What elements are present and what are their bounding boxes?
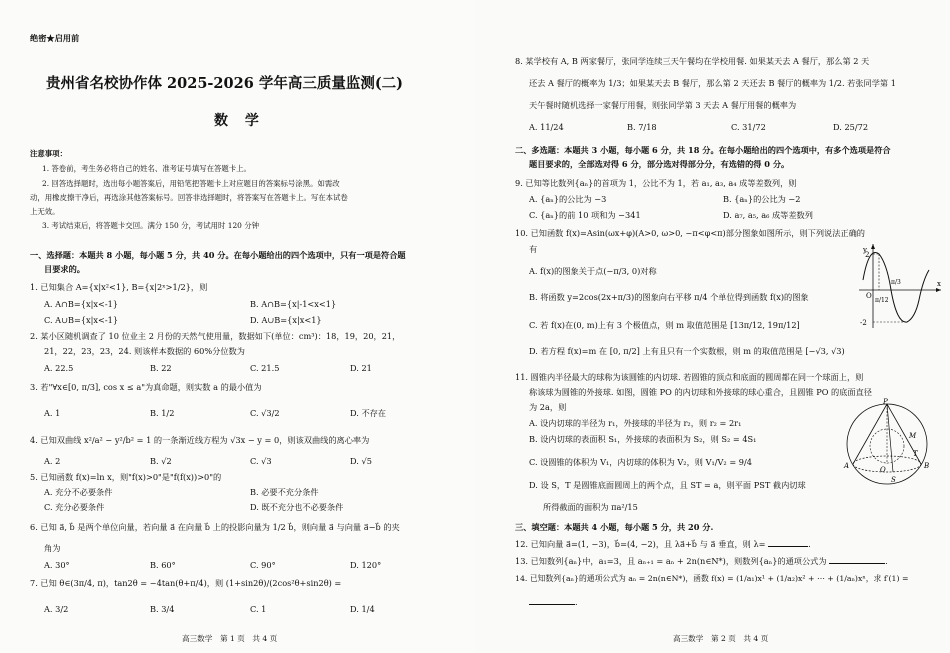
option[interactable]: B. √2 [150,456,172,466]
option[interactable]: A. 30° [44,560,70,570]
question-10: 10. 已知函数 f(x)=Asin(ωx+φ)(A>0, ω>0, −π<φ<π)部分图象如图所示，则下列说法正确的 [515,228,865,238]
option[interactable]: D. A∪B={x|x<1} [250,315,322,325]
sine-graph-figure [857,240,945,332]
question-11: 11. 圆锥内半径最大的球称为该圆锥的内切球. 若圆锥的顶点和底面的圆周都在同一个球面上，则 [515,372,864,382]
section-heading: 题目要求的，全部选对得 6 分，部分选对得部分分，有选错的得 0 分。 [529,159,790,169]
note-line: 1. 答卷前，考生务必将自己的姓名、准考证号填写在答题卡上。 [42,164,251,173]
answer-blank[interactable] [768,538,808,547]
question-11-cont: 为 2a，则 [529,402,567,412]
question-6: 6. 已知 a⃗, b⃗ 是两个单位向量，若向量 a⃗ 在向量 b⃗ 上的投影向量为 1/2 b⃗，则向量 a⃗ 与向量 a⃗−b⃗ 的夹 [30,522,400,532]
option-cont: 所得截面的面积为 πa²/15 [543,502,638,512]
section-heading: 一、选择题：本题共 8 小题，每小题 5 分，共 40 分。在每小题给出的四个选项中，只有一项是符合题 [30,250,406,260]
note-line: 3. 考试结束后，将答题卡交回。满分 150 分，考试用时 120 分钟 [42,221,259,230]
question-11-cont: 称该球为圆锥的外接球. 如图，圆锥 PO 的内切球和外接球的球心重合，且圆锥 PO 的底面直径 [529,387,872,397]
point-b: B [924,462,930,470]
secret-label: 绝密★启用前 [30,33,80,43]
section-heading: 目要求的。 [44,264,85,274]
option[interactable]: C. 1 [250,604,267,614]
answer-blank[interactable] [529,596,575,605]
x2-tick: π/3 [891,279,901,286]
question-2: 2. 某小区随机调查了 10 位业主 2 月份的天然气使用量，数据如下(单位：cm³)：18，19，20，21， [30,331,401,341]
point-a: A [844,462,850,470]
section-heading: 三、填空题：本题共 4 小题，每小题 5 分，共 20 分. [515,522,714,532]
option[interactable]: A. {aₙ}的公比为 −3 [529,194,607,204]
option[interactable]: B. 60° [150,560,176,570]
option[interactable]: C. {aₙ}的前 10 项和为 −341 [529,210,641,220]
option[interactable]: C. 设圆锥的体积为 V₁，内切球的体积为 V₂，则 V₁/V₂ = 9/4 [529,457,752,467]
section-heading: 二、多选题：本题共 3 小题，每小题 6 分，共 18 分。在每小题给出的四个选项中，有多个选项是符合 [515,145,891,155]
question-10-cont: 有 [529,244,538,254]
question-14-blank: . [529,596,578,607]
subject-title: 数 学 [214,113,265,129]
question-8-cont: 天午餐时随机选择一家餐厅用餐，则张同学第 3 天去 A 餐厅用餐的概率为 [529,100,797,110]
option[interactable]: A. 2 [44,456,61,466]
notes-heading: 注意事项： [30,149,67,158]
x-axis-arrow [936,288,941,292]
page-footer: 高三数学 第 2 页 共 4 页 [673,634,769,643]
option[interactable]: D. 若方程 f(x)=m 在 [0, π/2] 上有且只有一个实数根，则 m 的取值范围是 [−√3, √3) [529,346,845,356]
option[interactable]: A. 1 [44,408,61,418]
option[interactable]: D. 25/72 [833,122,869,132]
point-o: O [880,466,886,474]
option[interactable]: B. 将函数 y=2cos(2x+π/3)的图象向右平移 π/4 个单位得到函数 f(x)的图象 [529,292,809,302]
cone-edge [887,404,893,472]
option[interactable]: A. 3/2 [44,604,69,614]
question-1: 1. 已知集合 A={x|x²<1}, B={x|2ˣ>1/2}，则 [30,282,208,292]
option[interactable]: C. √3 [250,456,272,466]
page-2 [475,0,950,653]
origin-label: O [866,292,872,300]
point-m: M [909,432,917,440]
option[interactable]: B. 必要不充分条件 [250,487,319,497]
option[interactable]: B. 设内切球的表面积 S₁，外接球的表面积为 S₂，则 S₂ = 4S₁ [529,434,757,444]
point-s: S [891,476,896,484]
question-12-text: 12. 已知向量 a⃗=(1, −3)，b⃗=(4, −2)，且 λa⃗+b⃗ 与 a⃗ 垂直，则 λ= [515,539,766,549]
option[interactable]: C. 90° [250,560,276,570]
option[interactable]: B. 1/2 [150,408,175,418]
option[interactable]: C. √3/2 [250,408,280,418]
point-p: P [883,398,888,406]
option[interactable]: C. 充分必要条件 [44,502,105,512]
question-13: 13. 已知数列{aₙ}中，a₁=3，且 aₙ₊₁ = aₙ + 2n(n∈N*)，则数列{aₙ}的通项公式为 . [515,556,888,566]
option[interactable]: D. √5 [350,456,372,466]
option[interactable]: A. 22.5 [44,363,74,373]
option[interactable]: B. A∩B={x|-1<x<1} [250,299,337,309]
x1-tick: π/12 [875,297,889,304]
answer-blank[interactable] [829,555,885,564]
question-3: 3. 若"∀x∈[0, π/3], cos x ≤ a"为真命题，则实数 a 的最小值为 [30,382,262,392]
option[interactable]: D. 120° [350,560,382,570]
y-top-tick: 2 [865,251,870,259]
question-4: 4. 已知双曲线 x²/a² − y²/b² = 1 的一条渐近线方程为 √3x − y = 0，则该双曲线的离心率为 [30,435,370,445]
option[interactable]: D. 1/4 [350,604,375,614]
exam-title: 贵州省名校协作体 2025-2026 学年高三质量监测(二) [46,75,404,92]
option[interactable]: D. 设 S，T 是圆锥底面圆周上的两个点，且 ST = a，则平面 PST 截内切球 [529,480,806,490]
question-14: 14. 已知数列{aₙ}的通项公式为 aₙ = 2n(n∈N*)，函数 f(x) = (1/a₁)x¹ + (1/a₂)x² + ⋯ + (1/aₙ)xⁿ，求 f′(1) = [515,574,909,583]
question-8: 8. 某学校有 A, B 两家餐厅，张同学连续三天午餐均在学校用餐. 如果某天去 A 餐厅，那么第 2 天 [515,56,870,66]
note-line: 上无效。 [30,207,60,216]
option[interactable]: B. 7/18 [627,122,657,132]
question-12: 12. 已知向量 a⃗=(1, −3)，b⃗=(4, −2)，且 λa⃗+b⃗ 与 a⃗ 垂直，则 λ= . [515,539,811,549]
option[interactable]: A. 充分不必要条件 [44,487,113,497]
option[interactable]: A. 11/24 [529,122,564,132]
option[interactable]: A. f(x)的图象关于点(−π/3, 0)对称 [529,266,657,276]
option[interactable]: C. A∪B={x|x<-1} [44,315,119,325]
question-2-cont: 21，22，23，23，24. 则该样本数据的 60%分位数为 [44,346,245,356]
option[interactable]: C. 若 f(x)在(0, m)上有 3 个极值点，则 m 取值范围是 [13π/12, 19π/12] [529,320,800,330]
point-t: T [913,450,918,458]
y-label: y [863,246,867,254]
page-footer: 高三数学 第 1 页 共 4 页 [182,634,278,643]
note-line: 2. 回答选择题时，选出每小题答案后，用铅笔把答题卡上对应题目的答案标号涂黑。如需改 [42,179,340,188]
option[interactable]: B. {aₙ}的公比为 −2 [723,194,801,204]
question-13-text: 13. 已知数列{aₙ}中，a₁=3，且 aₙ₊₁ = aₙ + 2n(n∈N*)，则数列{aₙ}的通项公式为 [515,556,827,566]
option[interactable]: D. 不存在 [350,408,387,418]
question-7: 7. 已知 θ∈(3π/4, π)，tan2θ = −4tan(θ+π/4)，则 (1+sin2θ)/(2cos²θ+sin2θ) = [30,578,342,588]
question-9: 9. 已知等比数列{aₙ}的首项为 1，公比不为 1，若 a₁, a₃, a₄ 成等差数列，则 [515,178,797,188]
question-8-cont: 还去 A 餐厅的概率为 1/3；如果某天去 B 餐厅，那么第 2 天还去 B 餐厅的概率为 1/2. 若张同学第 1 [529,78,896,88]
cone-edge [853,404,887,464]
option[interactable]: C. 31/72 [731,122,766,132]
note-line: 动，用橡皮擦干净后，再选涂其他答案标号。回答非选择题时，将答案写在答题卡上。写在本试卷 [30,193,348,202]
question-6-cont: 角为 [44,543,61,553]
option[interactable]: C. 21.5 [250,363,280,373]
option[interactable]: B. 22 [150,363,172,373]
option[interactable]: A. 设内切球的半径为 r₁，外接球的半径为 r₂，则 r₂ = 2r₁ [529,418,742,428]
question-5: 5. 已知函数 f(x)=ln x，则"f(x)>0"是"f(f(x))>0"的 [30,472,222,482]
option[interactable]: D. 21 [350,363,372,373]
option[interactable]: A. A∩B={x|x<-1} [44,299,119,309]
y-bottom-tick: -2 [860,319,867,327]
option[interactable]: D. 既不充分也不必要条件 [250,502,344,512]
y-axis-arrow [871,244,875,249]
cone-sphere-figure [831,398,943,490]
option[interactable]: D. a₇, a₅, a₆ 成等差数列 [723,210,813,220]
x-label: x [937,280,941,288]
option[interactable]: B. 3/4 [150,604,175,614]
